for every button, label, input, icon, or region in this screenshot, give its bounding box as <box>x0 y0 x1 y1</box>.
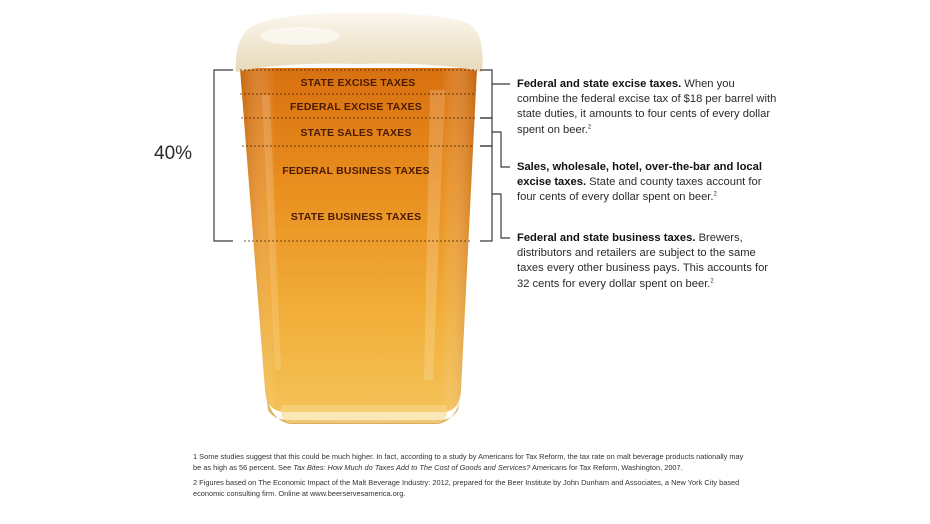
note-footnote-ref: 2 <box>587 123 592 130</box>
note-text: When you combine the federal excise tax of $18 per barrel with state duties, it amounts to four cents of every dollar spent on beer. <box>517 78 777 136</box>
note-footnote-ref: 2 <box>710 277 714 284</box>
note-title: Sales, wholesale, hotel, over-the-bar and local excise taxes. <box>517 161 762 189</box>
note-title: Federal and state business taxes. <box>517 232 696 244</box>
footnote-1-title: Tax Bites: How Much do Taxes Add to The Cost of Goods and Services? <box>293 462 531 472</box>
band-label-state-sales: STATE SALES TAXES <box>300 127 412 139</box>
note-title: Federal and state excise taxes. <box>517 78 682 90</box>
note-footnote-ref: 2 <box>713 191 717 198</box>
note-text: Brewers, distributors and retailers are subject to the same taxes every other business pays. This accounts for 32 cents for every dollar spent on beer. <box>517 232 769 290</box>
note-excise-taxes <box>517 77 777 138</box>
footnote-1 <box>193 452 753 473</box>
footnotes <box>193 452 753 504</box>
note-sales-taxes <box>517 160 777 206</box>
band-label-federal-business: FEDERAL BUSINESS TAXES <box>282 165 430 177</box>
note-business-taxes <box>517 231 777 292</box>
total-tax-percentage: 40% <box>154 143 193 164</box>
band-label-federal-excise: FEDERAL EXCISE TAXES <box>290 101 422 113</box>
footnote-1-source: Americans for Tax Reform, Washington, 2007. <box>530 462 683 472</box>
band-label-state-business: STATE BUSINESS TAXES <box>290 211 422 223</box>
band-label-state-excise: STATE EXCISE TAXES <box>300 77 416 89</box>
right-brackets <box>480 70 510 241</box>
footnote-2: 2 Figures based on The Economic Impact of the Malt Beverage Industry: 2012, prepared for the Beer Institute by John Dunham and Associates, a New York City based economic consulting firm. Online at www.beerservesamerica.org. <box>193 478 740 498</box>
left-bracket <box>214 70 233 241</box>
note-text: State and county taxes account for four cents of every dollar spent on beer. <box>517 176 762 204</box>
footnote-1-text: 1 Some studies suggest that this could be much higher. In fact, according to a study by Americans for Tax Reform, the tax rate on malt beverage products nationally may be as high as 56 percent. See <box>193 452 744 472</box>
